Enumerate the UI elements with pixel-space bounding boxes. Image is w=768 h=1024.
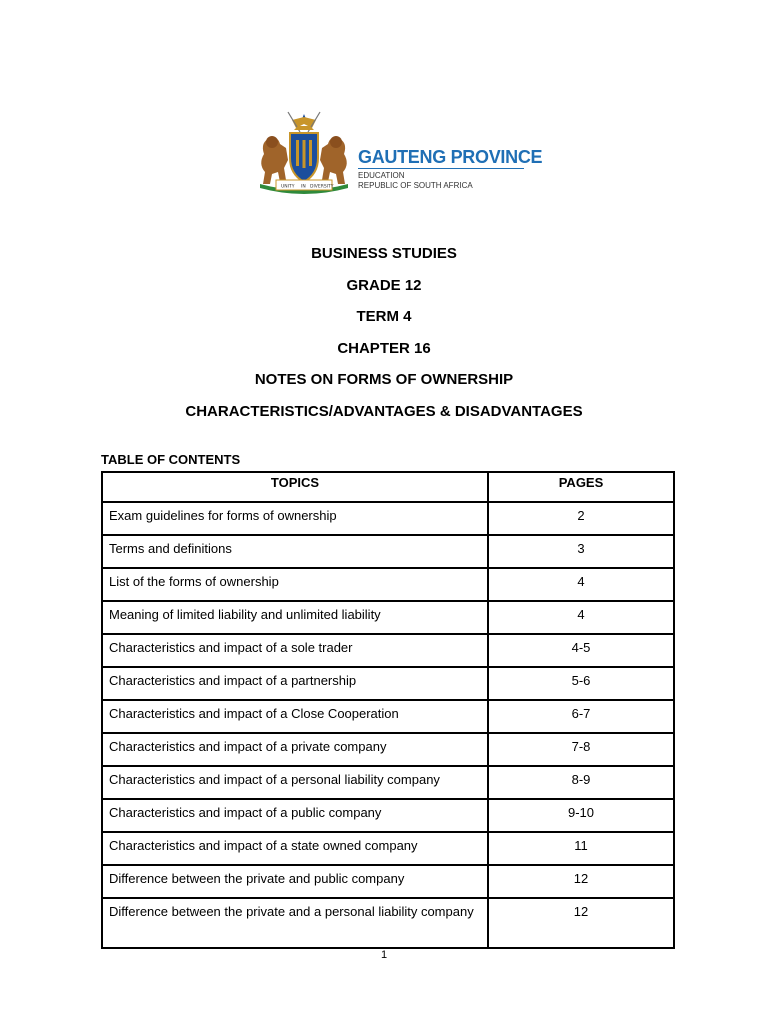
document-headings <box>0 244 768 434</box>
pages-cell: 9-10 <box>488 799 674 832</box>
topic-cell: List of the forms of ownership <box>102 568 488 601</box>
table-row <box>102 601 674 634</box>
topic-cell: Exam guidelines for forms of ownership <box>102 502 488 535</box>
topic-cell: Characteristics and impact of a Close Cooperation <box>102 700 488 733</box>
logo-subtitle-country: REPUBLIC OF SOUTH AFRICA <box>358 181 473 190</box>
topic-cell: Terms and definitions <box>102 535 488 568</box>
pages-cell: 11 <box>488 832 674 865</box>
topic-cell: Characteristics and impact of a partnership <box>102 667 488 700</box>
table-row <box>102 733 674 766</box>
table-row <box>102 568 674 601</box>
table-row <box>102 766 674 799</box>
table-row <box>102 502 674 535</box>
motto-middle: IN <box>301 184 306 190</box>
logo-title: GAUTENG PROVINCE <box>358 147 543 167</box>
logo-subtitle-education: EDUCATION <box>358 171 405 180</box>
pages-cell: 4 <box>488 568 674 601</box>
pages-column-header: PAGES <box>488 472 674 502</box>
topic-cell: Difference between the private and public company <box>102 865 488 898</box>
gauteng-education-logo <box>250 100 543 212</box>
topic-cell: Characteristics and impact of a private company <box>102 733 488 766</box>
coat-of-arms-icon <box>250 100 358 200</box>
pages-cell: 12 <box>488 865 674 898</box>
table-row <box>102 799 674 832</box>
topic-cell: Characteristics and impact of a sole trader <box>102 634 488 667</box>
page-number: 1 <box>380 949 388 961</box>
table-row <box>102 700 674 733</box>
pages-cell: 6-7 <box>488 700 674 733</box>
table-row <box>102 634 674 667</box>
chapter-heading: CHAPTER 16 <box>337 339 431 357</box>
pages-cell: 7-8 <box>488 733 674 766</box>
table-row <box>102 898 674 948</box>
topic-cell: Meaning of limited liability and unlimited liability <box>102 601 488 634</box>
pages-cell: 12 <box>488 898 674 948</box>
pages-cell: 2 <box>488 502 674 535</box>
pages-cell: 5-6 <box>488 667 674 700</box>
notes-heading: NOTES ON FORMS OF OWNERSHIP <box>254 371 514 389</box>
pages-cell: 3 <box>488 535 674 568</box>
table-row <box>102 865 674 898</box>
table-row <box>102 832 674 865</box>
table-row <box>102 535 674 568</box>
logo-divider <box>358 168 524 169</box>
subject-heading: BUSINESS STUDIES <box>311 245 457 262</box>
table-of-contents-label: TABLE OF CONTENTS <box>101 452 241 467</box>
motto-left: UNITY <box>281 184 295 190</box>
pages-cell: 8-9 <box>488 766 674 799</box>
pages-cell: 4-5 <box>488 634 674 667</box>
characteristics-heading: CHARACTERISTICS/ADVANTAGES & DISADVANTAGES <box>185 402 583 420</box>
grade-heading: GRADE 12 <box>346 276 422 294</box>
table-row <box>102 667 674 700</box>
term-heading: TERM 4 <box>356 308 412 326</box>
topic-cell: Characteristics and impact of a public company <box>102 799 488 832</box>
table-of-contents <box>101 471 675 949</box>
table-header-row <box>102 472 674 502</box>
topics-column-header: TOPICS <box>102 472 488 502</box>
pages-cell: 4 <box>488 601 674 634</box>
topic-cell: Difference between the private and a personal liability company <box>102 898 488 948</box>
topic-cell: Characteristics and impact of a personal liability company <box>102 766 488 799</box>
motto-right: DIVERSITY <box>310 184 334 190</box>
topic-cell: Characteristics and impact of a state owned company <box>102 832 488 865</box>
